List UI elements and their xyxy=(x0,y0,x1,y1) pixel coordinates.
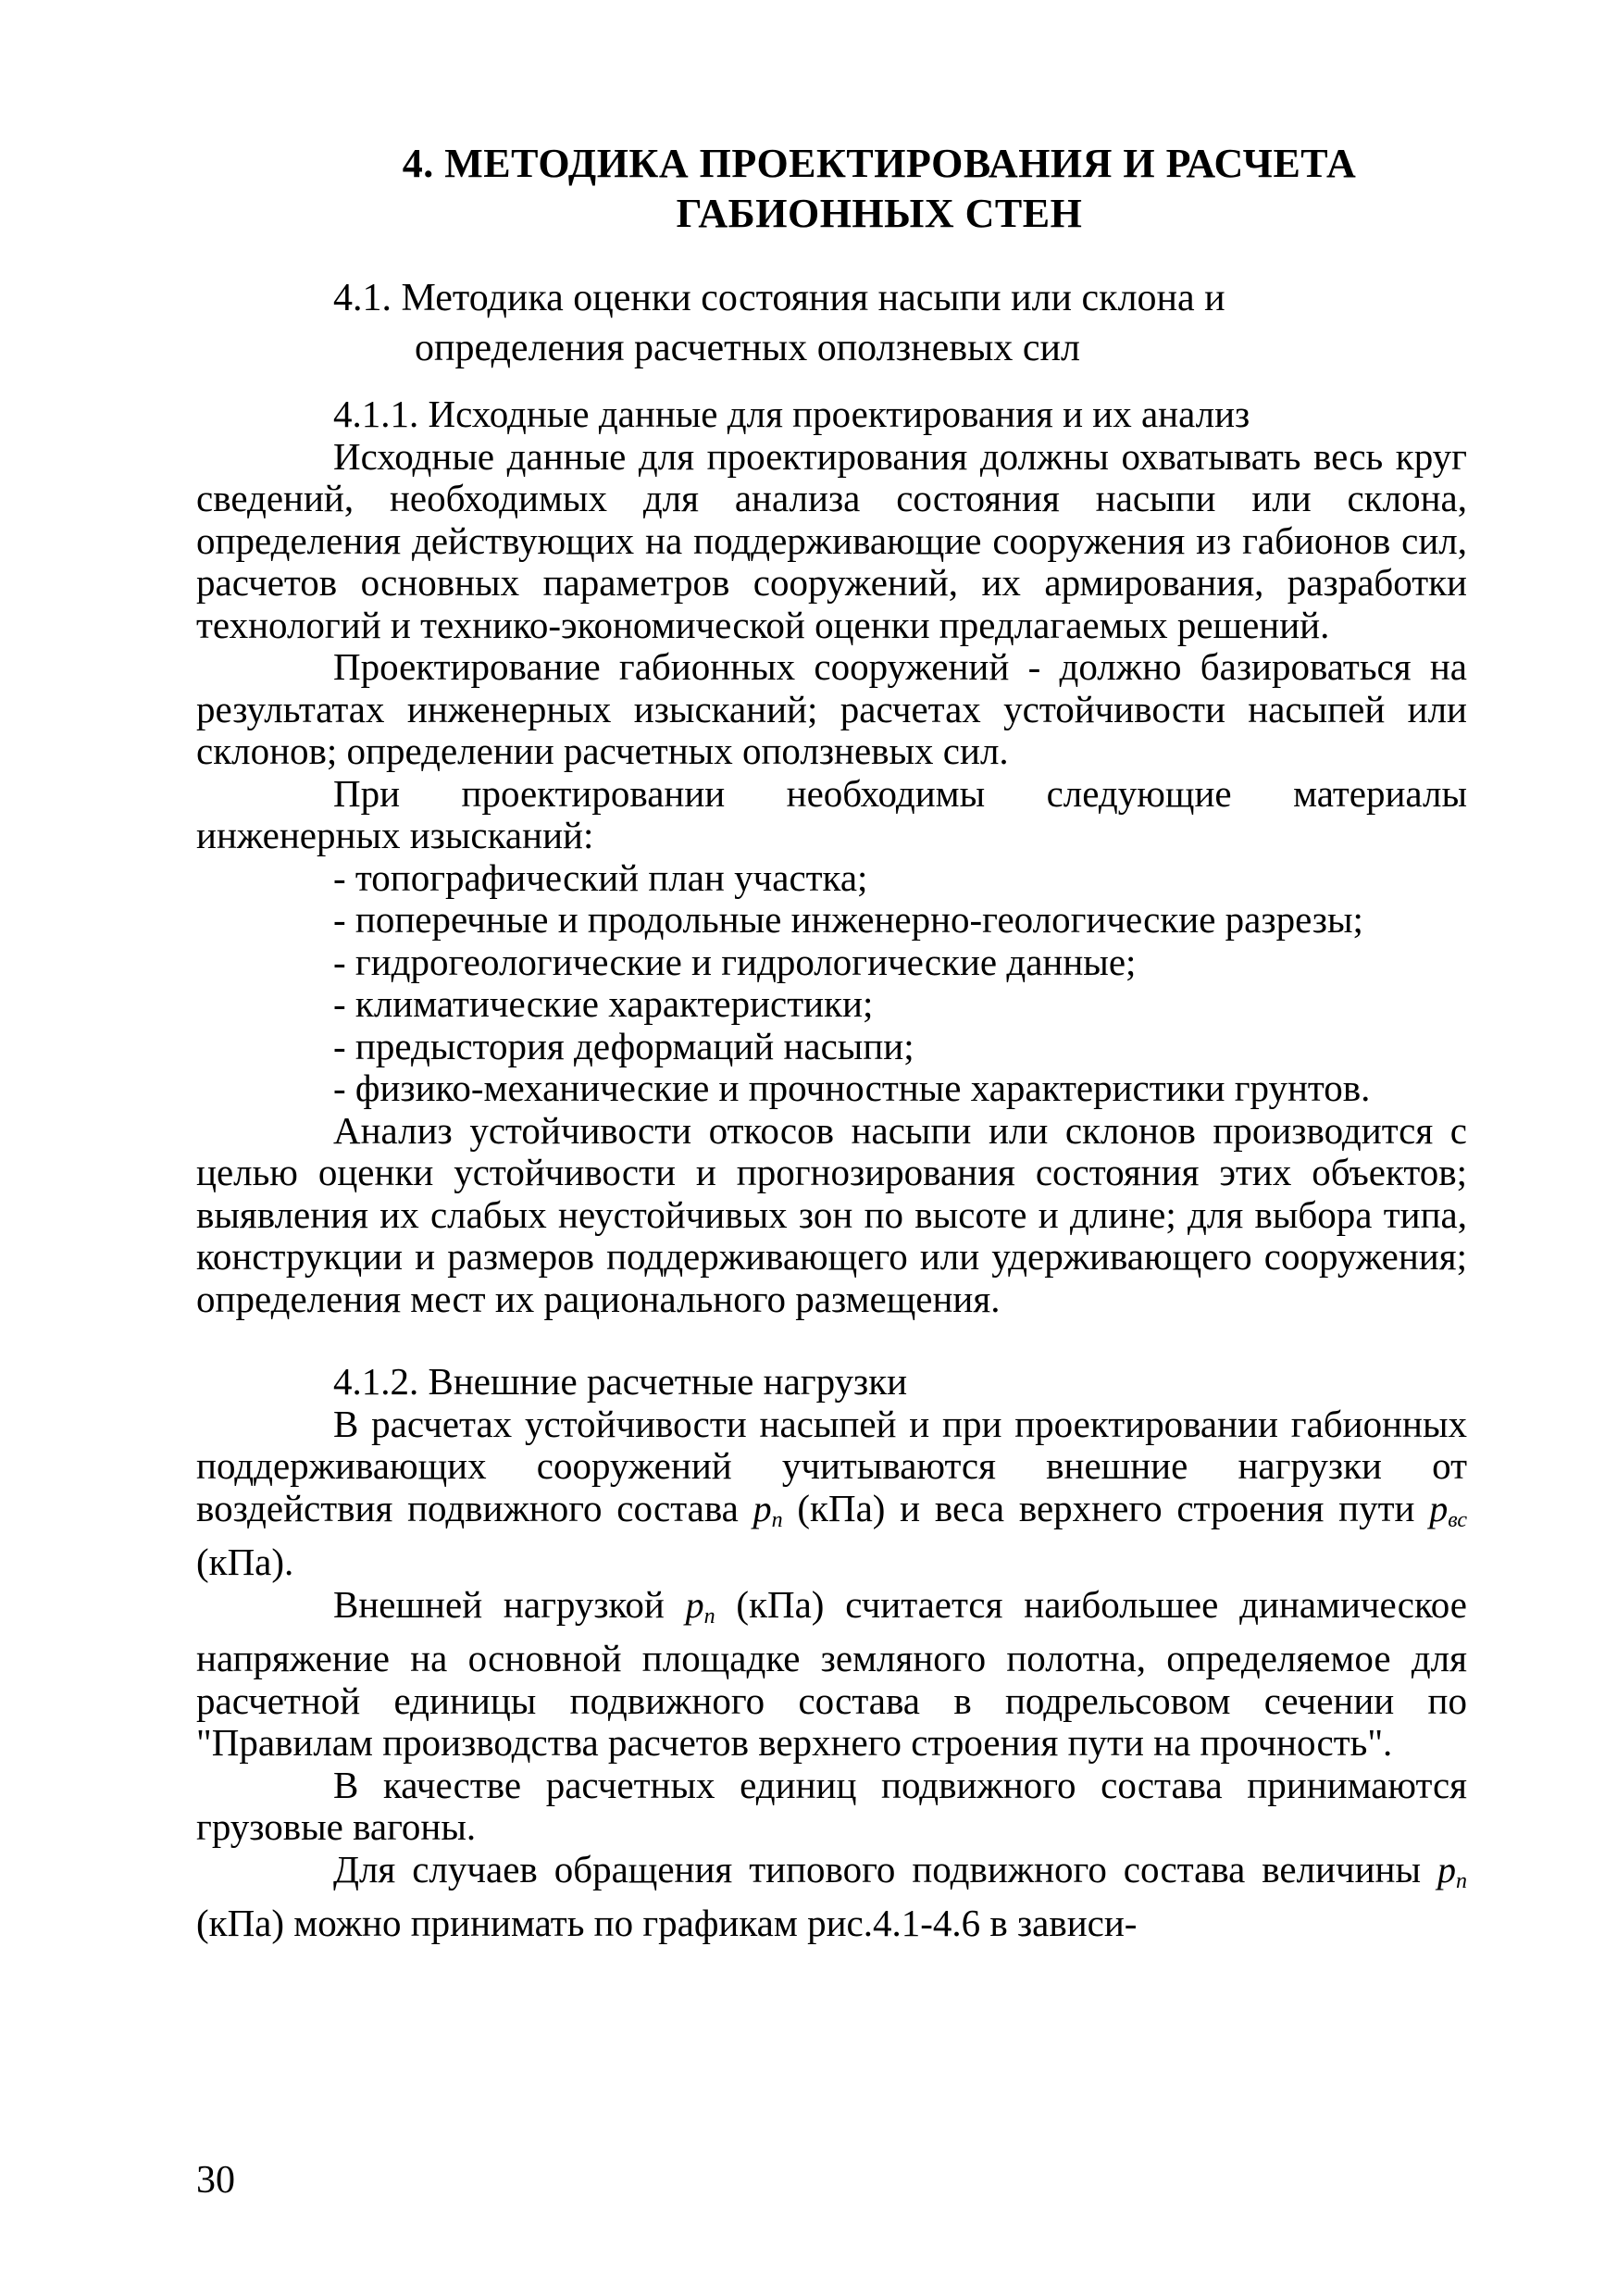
section-gap xyxy=(196,1320,1467,1361)
section-title-line-1: 4.1. Методика оценки состояния насыпи или склона и xyxy=(333,277,1225,319)
paragraph-survey-materials: При проектировании необходимы следующие материалы инженерных изысканий: xyxy=(196,771,1467,856)
section-title-line-2: определения расчетных оползневых сил xyxy=(415,327,1080,369)
paragraph-typical-rolling-stock: Для случаев обращения типового подвижного состава величины pп (кПа) можно принимать по графикам рис.4.1-4.6 в зависи- xyxy=(196,1847,1467,1944)
subsection-2-title: 4.1.2. Внешние расчетные нагрузки xyxy=(333,1360,908,1403)
paragraph-source-data: Исходные данные для проектирования должны охватывать весь круг сведений, необходимых для анализа состояния насыпи или склона, определения действующих на поддерживающие сооружения из габионов сил, расчетов основных параметров сооружений, их армирования, разработки технологий и технико-экономической оценки предлагаемых решений. xyxy=(196,434,1467,646)
paragraph-dynamic-stress: Внешней нагрузкой pп (кПа) считается наибольшее динамическое напряжение на основной площадке земляного полотна, определяемое для расчетной единицы подвижного состава в подрельсовом сечении по "Правилам производства расчетов верхнего строения пути на прочность". xyxy=(196,1582,1467,1764)
list-item: - климатические характеристики; xyxy=(333,982,874,1025)
paragraph-design-basis: Проектирование габионных сооружений - должно базироваться на результатах инженерных изысканий; расчетах устойчивости насыпей или склонов; определении расчетных оползневых сил. xyxy=(196,645,1467,772)
paragraph-external-loads: В расчетах устойчивости насыпей и при проектировании габионных поддерживающих сооружений учитываются внешние нагрузки от воздействия подвижного состава pп (кПа) и веса верхнего строения пути pвс (кПа). xyxy=(196,1402,1467,1583)
list-item: - поперечные и продольные инженерно-геологические разрезы; xyxy=(333,898,1363,941)
paragraph-freight-cars: В качестве расчетных единиц подвижного состава принимаются грузовые вагоны. xyxy=(196,1763,1467,1848)
paragraph-stability-analysis: Анализ устойчивости откосов насыпи или склонов производится с целью оценки устойчивости и прогнозирования состояния этих объектов; выявления их слабых неустойчивых зон по высоте и длине; для выбора типа, конструкции и размеров поддерживающего или удерживающего сооружения; определения мест их рационального размещения. xyxy=(196,1108,1467,1320)
symbol-p-n: pп xyxy=(753,1487,783,1532)
symbol-p-n: pп xyxy=(1437,1848,1467,1893)
page-number: 30 xyxy=(196,2159,235,2202)
survey-materials-list xyxy=(196,857,1467,1110)
list-item: - топографический план участка; xyxy=(333,855,868,899)
list-item: - физико-механические и прочностные характеристики грунтов. xyxy=(333,1067,1371,1109)
chapter-title-line-1: 4. МЕТОДИКА ПРОЕКТИРОВАНИЯ И РАСЧЕТА xyxy=(402,141,1357,186)
list-item: - предыстория деформаций насыпи; xyxy=(333,1024,914,1067)
chapter-title xyxy=(194,139,1564,239)
section-title xyxy=(333,273,1444,373)
symbol-p-vs: pвс xyxy=(1429,1487,1467,1532)
document-body xyxy=(196,393,1467,1945)
chapter-title-line-2: ГАБИОННЫХ СТЕН xyxy=(676,191,1083,236)
list-item: - гидрогеологические и гидрологические данные; xyxy=(333,940,1137,983)
subsection-1-title: 4.1.1. Исходные данные для проектирования и их анализ xyxy=(333,393,1250,435)
symbol-p-n: pп xyxy=(685,1583,715,1628)
